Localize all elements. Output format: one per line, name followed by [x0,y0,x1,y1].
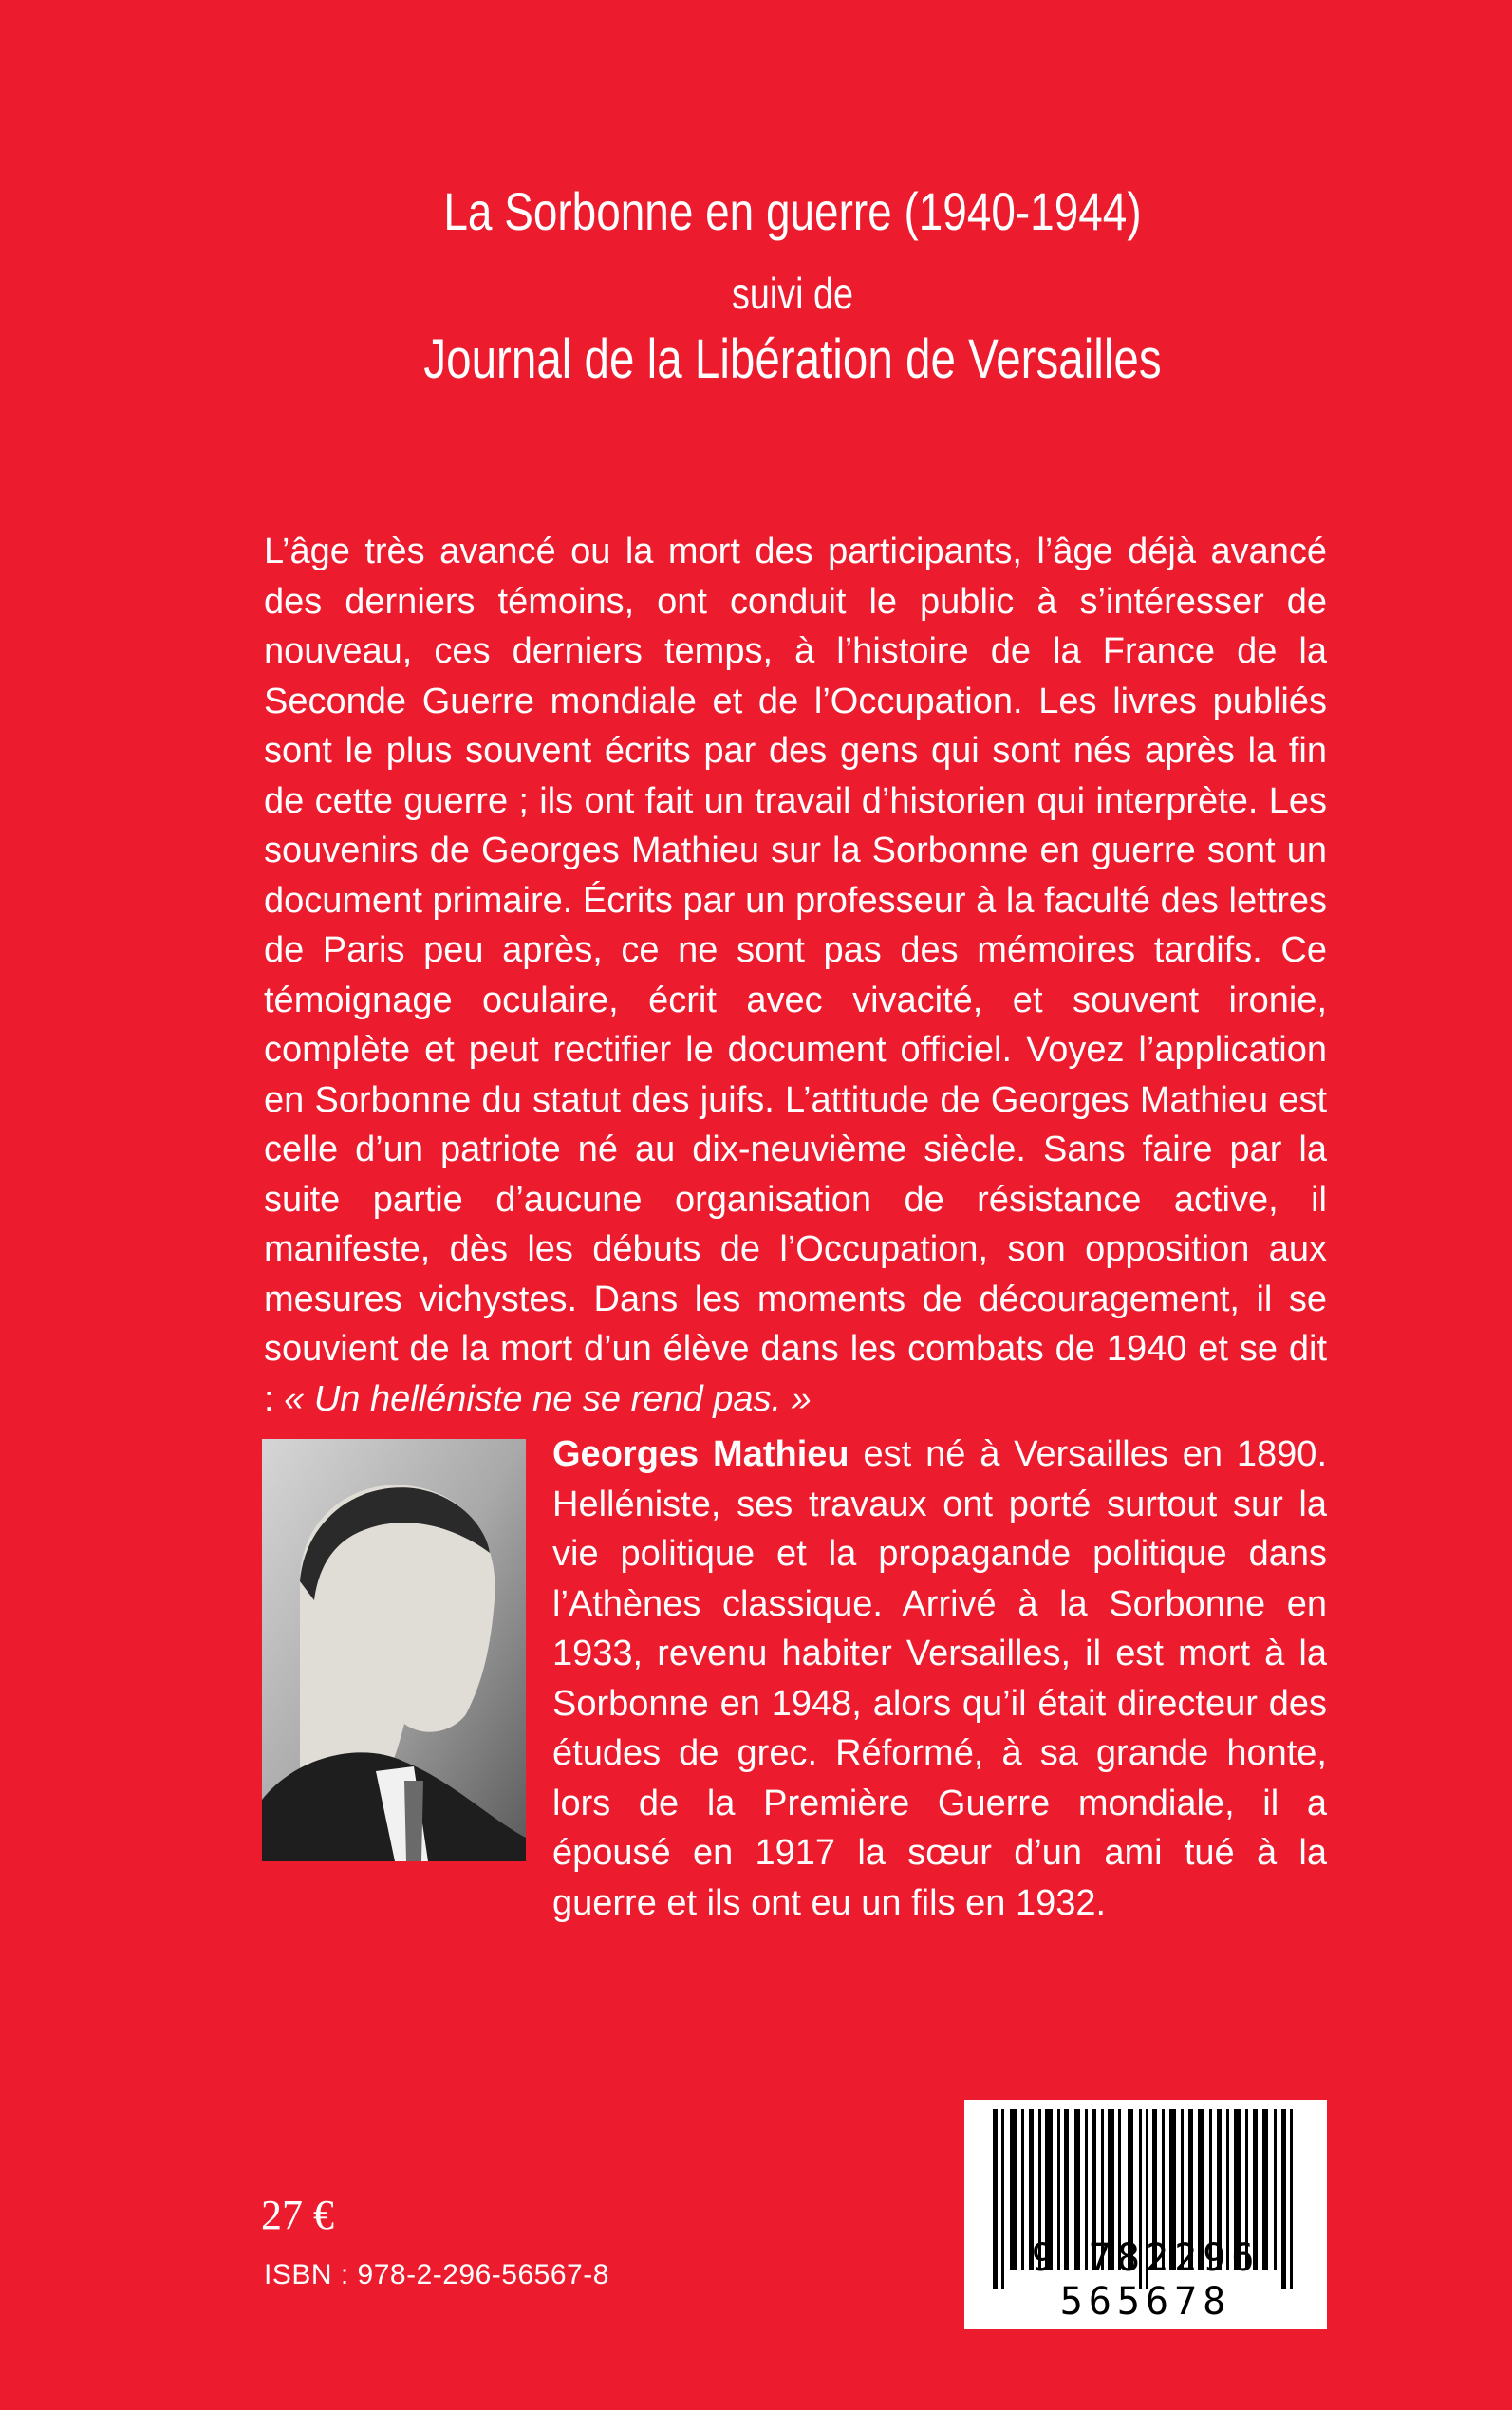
barcode [964,2100,1327,2329]
author-name: Georges Mathieu [552,1434,849,1474]
isbn: ISBN : 978-2-296-56567-8 [264,2259,609,2290]
author-bio [552,1429,1327,1928]
title-secondary: Journal de la Libération de Versailles [423,328,1162,390]
barcode-digits: 9 782296 565678 [1031,2236,1260,2324]
title-main: La Sorbonne en guerre (1940-1944) [443,181,1142,241]
summary-text [264,527,1327,1424]
title-link: suivi de [732,269,853,318]
author-portrait [262,1439,526,1861]
portrait-image [262,1439,526,1861]
price: 27 € [261,2192,334,2238]
summary-quote: « Un helléniste ne se rend pas. » [284,1378,812,1419]
summary-body: L’âge très avancé ou la mort des participants, l’âge déjà avancé des derniers témoins, ont conduit le public à s’intéresser de nouveau, ces derniers temps, à l’histoire de la France de la Seconde Guerre mondiale et de l’Occupation. Les livres publiés sont le plus souvent écrits par des gens qui sont nés après la fin de cette guerre ; ils ont fait un travail d’historien qui interprète. Les souvenirs de Georges Mathieu sur la Sorbonne en guerre sont un document primaire. Écrits par un professeur à la faculté des lettres de Paris peu après, ce ne sont pas des mémoires tardifs. Ce témoignage oculaire, écrit avec vivacité, et souvent ironie, complète et peut rectifier le document officiel. Voyez l’application en Sorbonne du statut des juifs. L’attitude de Georges Mathieu est celle d’un patriote né au dix-neuvième siècle. Sans faire par la suite partie d’aucune organisation de résistance active, il manifeste, dès les débuts de l’Occupation, son opposition aux mesures vichystes. Dans les moments de découragement, il se souvient de la mort d’un élève dans les combats de 1940 et se dit : [264,532,1327,1419]
bio-text: est né à Versailles en 1890. Helléniste, ses travaux ont porté surtout sur la vie politique et la propagande politique dans l’Athènes classique. Arrivé à la Sorbonne en 1933, revenu habiter Versailles, il est mort à la Sorbonne en 1948, alors qu’il était directeur des études de grec. Réformé, à sa grande honte, lors de la Première Guerre mondiale, il a épousé en 1917 la sœur d’un ami tué à la guerre et ils ont eu un fils en 1932. [552,1434,1327,1923]
